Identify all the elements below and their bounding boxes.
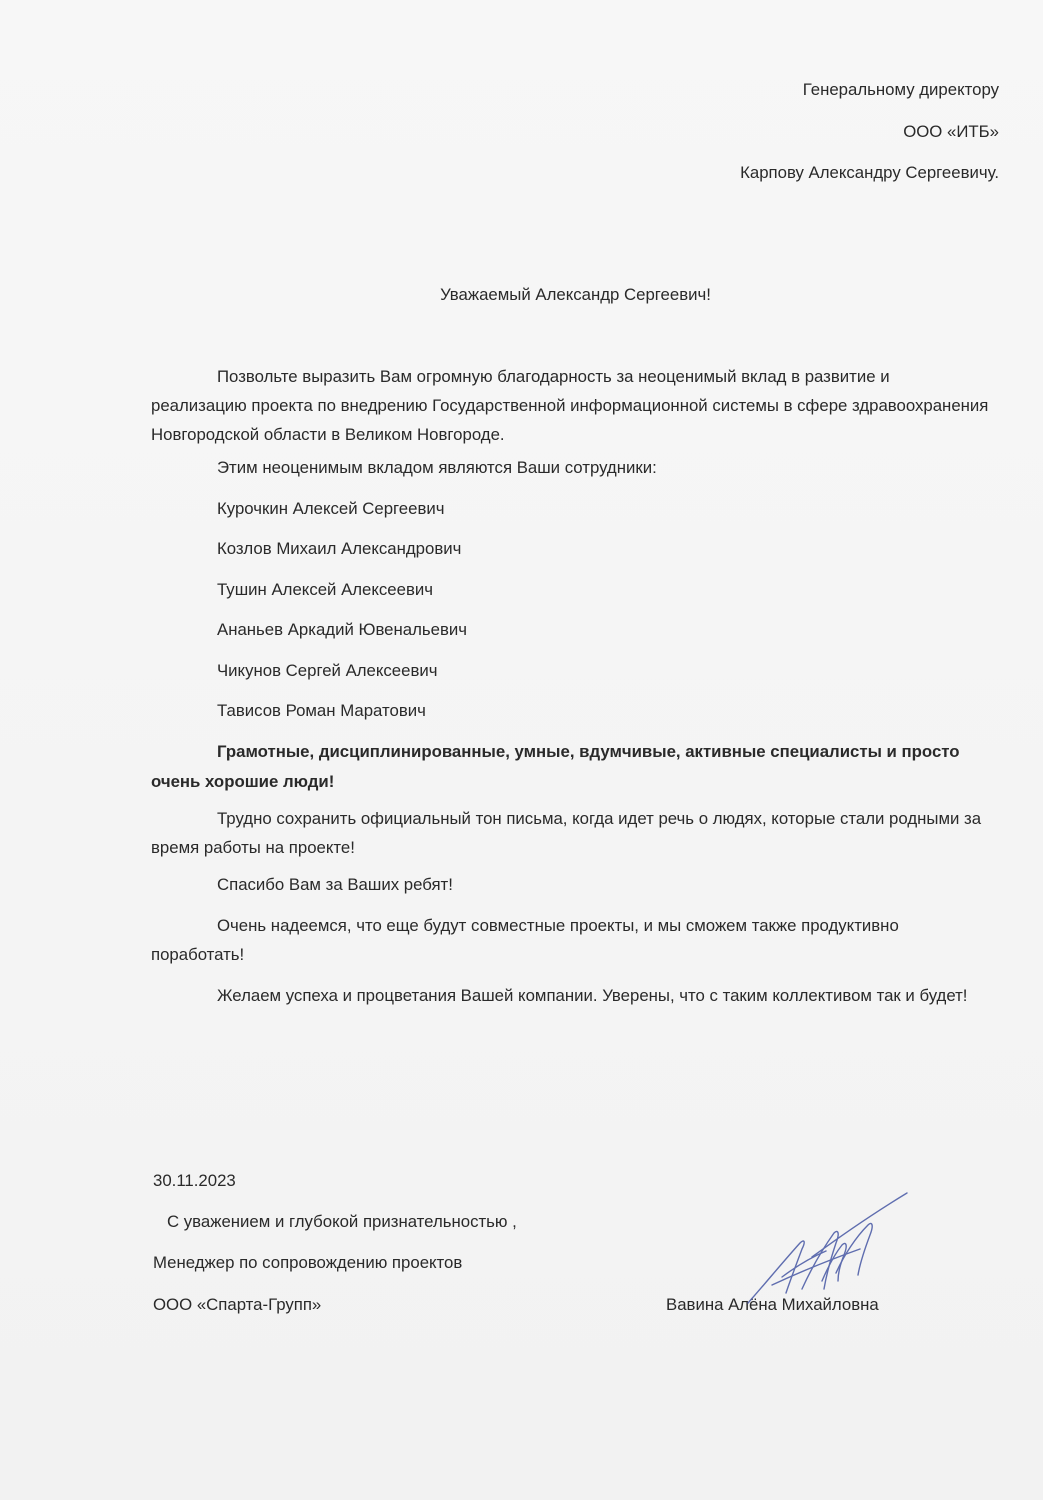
handwritten-signature <box>742 1185 912 1320</box>
staff-member: Курочкин Алексей Сергеевич <box>217 499 445 518</box>
paragraph-tone: Трудно сохранить официальный тон письма, когда идет речь о людях, которые стали родными за время работы на проекте! <box>151 809 982 857</box>
paragraph-thanks: Спасибо Вам за Ваших ребят! <box>217 875 453 894</box>
signer-position: Менеджер по сопровождению проектов <box>153 1253 463 1272</box>
addressee-title: Генеральному директору <box>802 80 999 99</box>
closing-regards: С уважением и глубокой признательностью , <box>167 1212 517 1231</box>
staff-member: Чикунов Сергей Алексеевич <box>217 660 438 680</box>
paragraph-praise: Грамотные, дисциплинированные, умные, вдумчивые, активные специалисты и просто очень хорошие люди! <box>151 742 960 791</box>
staff-member: Тависов Роман Маратович <box>217 700 426 720</box>
addressee-company: ООО «ИТБ» <box>903 122 999 141</box>
staff-intro: Этим неоценимым вкладом являются Ваши сотрудники: <box>217 458 657 477</box>
paragraph-wish: Желаем успеха и процветания Вашей компании. Уверены, что с таким коллективом так и будет! <box>217 986 968 1005</box>
staff-member: Ананьев Аркадий Ювенальевич <box>217 620 467 640</box>
addressee-name: Карпову Александру Сергеевичу. <box>740 163 999 182</box>
salutation: Уважаемый Александр Сергеевич! <box>440 285 711 304</box>
signer-company: ООО «Спарта-Групп» <box>153 1295 322 1314</box>
paragraph-hope: Очень надеемся, что еще будут совместные проекты, и мы сможем также продуктивно поработать! <box>151 916 899 964</box>
signer-name: Вавина Алёна Михайловна <box>666 1295 879 1314</box>
staff-list <box>217 501 467 743</box>
staff-member: Козлов Михаил Александрович <box>217 539 462 559</box>
paragraph-intro: Позвольте выразить Вам огромную благодарность за неоценимый вклад в развитие и реализацию проекта по внедрению Государственной информационной системы в сфере здравоохранения Новгородской области в Великом Новгороде. <box>151 367 989 444</box>
letter-date: 30.11.2023 <box>153 1171 236 1190</box>
staff-member: Тушин Алексей Алексеевич <box>217 579 434 599</box>
